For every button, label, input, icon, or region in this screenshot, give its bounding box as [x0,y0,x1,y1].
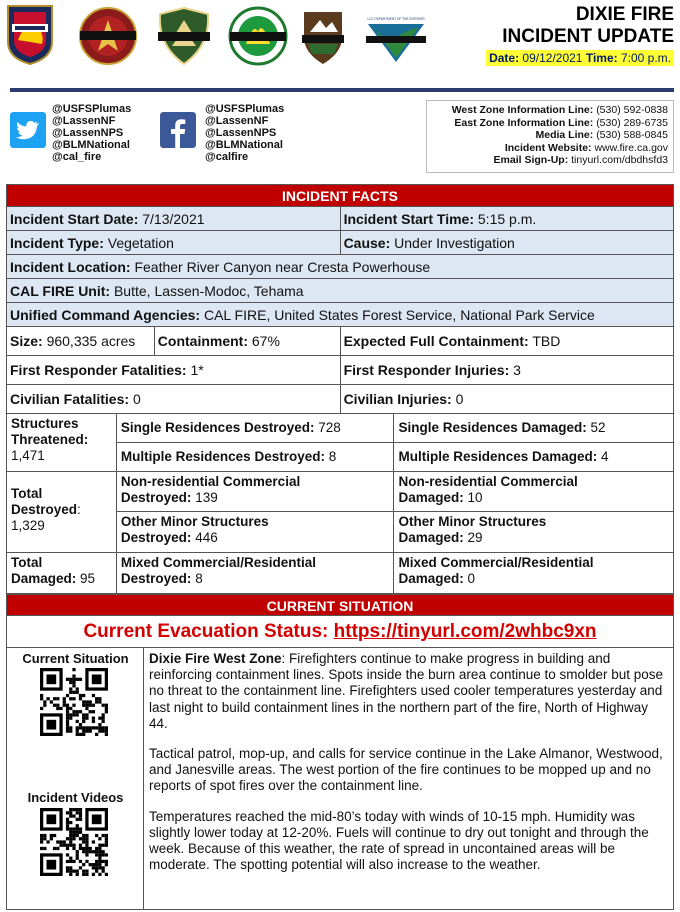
structures-threatened: Structures Threatened: 1,471 [7,414,117,472]
website-link[interactable]: www.fire.ca.gov [594,141,668,154]
situation-text [149,651,669,887]
containment: Containment: 67% [154,327,340,356]
unified-command-agencies: Unified Command Agencies: CAL FIRE, United States Forest Service, National Park Service [7,303,674,327]
twitter-handles [52,103,131,163]
document-title: DIXIE FIRE [575,4,674,25]
date-label: Date: [489,51,520,65]
title-block [486,4,674,67]
forest-service-shield-icon [156,6,212,66]
civilian-injuries: Civilian Injuries: 0 [340,385,673,414]
incident-facts-table [6,184,674,414]
current-situation-band: CURRENT SITUATION [6,594,674,616]
evacuation-status-label: Current Evacuation Status: [83,621,329,642]
twitter-handle[interactable]: @LassenNF [52,115,116,127]
incident-type: Incident Type: Vegetation [7,231,341,255]
first-responder-fatalities: First Responder Fatalities: 1* [7,356,341,385]
svg-text:U.S. DEPARTMENT OF THE INTERIO: U.S. DEPARTMENT OF THE INTERIOR [367,17,425,21]
mixed-commercial-residential-damaged: Mixed Commercial/Residential Damaged: 0 [394,553,674,594]
facebook-handle[interactable]: @LassenNPS [205,127,277,139]
first-responder-injuries: First Responder Injuries: 3 [340,356,673,385]
single-residences-destroyed: Single Residences Destroyed: 728 [116,414,394,443]
twitter-handle[interactable]: @cal_fire [52,151,102,163]
phone-number[interactable]: (530) 289-6735 [596,116,668,129]
fire-size: Size: 960,335 acres [7,327,155,356]
twitter-bird-icon[interactable] [10,112,46,148]
situation-body [6,648,674,910]
contact-line: West Zone Information Line: (530) 592-0838 [451,104,668,116]
non-residential-commercial-damaged: Non-residential Commercial Damaged: 10 [394,472,674,512]
situation-paragraph: Temperatures reached the mid-80’s today with winds of 10-15 mph. Humidity was slightly lower today at 12-20%. Fuels will continue to dry out tonight and through the week. Because of this weather, the rate of spread in uncontained areas will be moderate. The spotting potential will also increase to the weather. [149,808,649,873]
phone-number[interactable]: (530) 592-0838 [596,104,668,116]
social-contact-section [0,100,680,176]
evacuation-status-link[interactable]: https://tinyurl.com/2whbc9xn [333,621,597,642]
multiple-residences-damaged: Multiple Residences Damaged: 4 [394,443,674,472]
contact-line: East Zone Information Line: (530) 289-6735 [454,116,668,129]
twitter-handle[interactable]: @LassenNPS [52,127,124,139]
west-zone-label: Dixie Fire West Zone [149,651,282,666]
date-time-banner [486,50,674,66]
other-minor-structures-damaged: Other Minor Structures Damaged: 29 [394,512,674,553]
time-value: 7:00 p.m. [620,51,671,65]
contact-line: Incident Website: www.fire.ca.gov [504,141,668,154]
blm-triangle-icon [364,10,428,64]
civilian-fatalities: Civilian Fatalities: 0 [7,385,341,414]
incident-facts-band: INCIDENT FACTS [7,185,674,207]
firefighter-emblem-icon [78,6,138,66]
twitter-handle[interactable]: @USFSPlumas [52,103,132,115]
expected-full-containment: Expected Full Containment: TBD [340,327,673,356]
total-damaged: Total Damaged: 95 [7,553,117,594]
qr-incident-videos-label: Incident Videos [27,790,124,805]
facebook-handle[interactable]: @LassenNF [205,115,269,127]
phone-number[interactable]: (530) 588-0845 [596,129,668,142]
situation-paragraph: Tactical patrol, mop-up, and calls for service continue in the Lake Almanor, Westwood, and Janesville areas. The west portion of the fire continues to be mopped up and no reports of spot fires over the containment line. [149,746,663,794]
mixed-commercial-residential-destroyed: Mixed Commercial/Residential Destroyed: 8 [116,553,394,594]
total-destroyed: Total Destroyed: 1,329 [7,472,117,553]
facebook-f-icon[interactable] [160,112,196,148]
other-minor-structures-destroyed: Other Minor Structures Destroyed: 446 [116,512,394,553]
contact-info-box [426,100,674,173]
header [0,0,680,90]
contact-line: Media Line: (530) 588-0845 [535,129,668,142]
incident-start-date: Incident Start Date: 7/13/2021 [7,207,341,231]
incident-location: Incident Location: Feather River Canyon near Cresta Powerhouse [7,255,674,279]
qr-code-icon[interactable] [40,668,108,736]
date-value: 09/12/2021 [522,51,583,65]
structures-table [6,413,674,594]
single-residences-damaged: Single Residences Damaged: 52 [394,414,674,443]
qr-code-icon[interactable] [40,808,108,876]
multiple-residences-destroyed: Multiple Residences Destroyed: 8 [116,443,394,472]
time-label: Time: [585,51,618,65]
twitter-handle[interactable]: @BLMNational [52,139,130,151]
facebook-handle[interactable]: @BLMNational [205,139,283,151]
incident-cause: Cause: Under Investigation [340,231,673,255]
qr-current-situation-label: Current Situation [22,651,129,666]
qr-column [7,648,144,909]
document-subtitle: INCIDENT UPDATE [502,26,674,47]
incident-start-time: Incident Start Time: 5:15 p.m. [340,207,673,231]
cal-fire-unit: CAL FIRE Unit: Butte, Lassen-Modoc, Tehama [7,279,674,303]
cal-fire-badge-icon [4,2,56,66]
team-emblem-icon [228,6,288,66]
contact-line: Email Sign-Up: tinyurl.com/dbdhsfd3 [493,154,668,167]
national-park-service-arrowhead-icon [300,10,346,66]
facebook-handle[interactable]: @USFSPlumas [205,103,285,115]
non-residential-commercial-destroyed: Non-residential Commercial Destroyed: 139 [116,472,394,512]
header-divider [10,88,674,92]
evacuation-status [6,616,674,648]
situation-paragraph: Dixie Fire West Zone: Firefighters continue to make progress in building and reinforcing containment lines. Spots inside the burn area continue to smolder but pose no threat to the containment line. Firefighters used cooler temperatures yesterday and last night to build containment lines in the northern part of the fire, North of Highway 44. [149,651,664,731]
email-signup-link[interactable]: tinyurl.com/dbdhsfd3 [571,154,668,167]
facebook-handle[interactable]: @calfire [205,151,249,163]
facebook-handles [205,103,284,163]
